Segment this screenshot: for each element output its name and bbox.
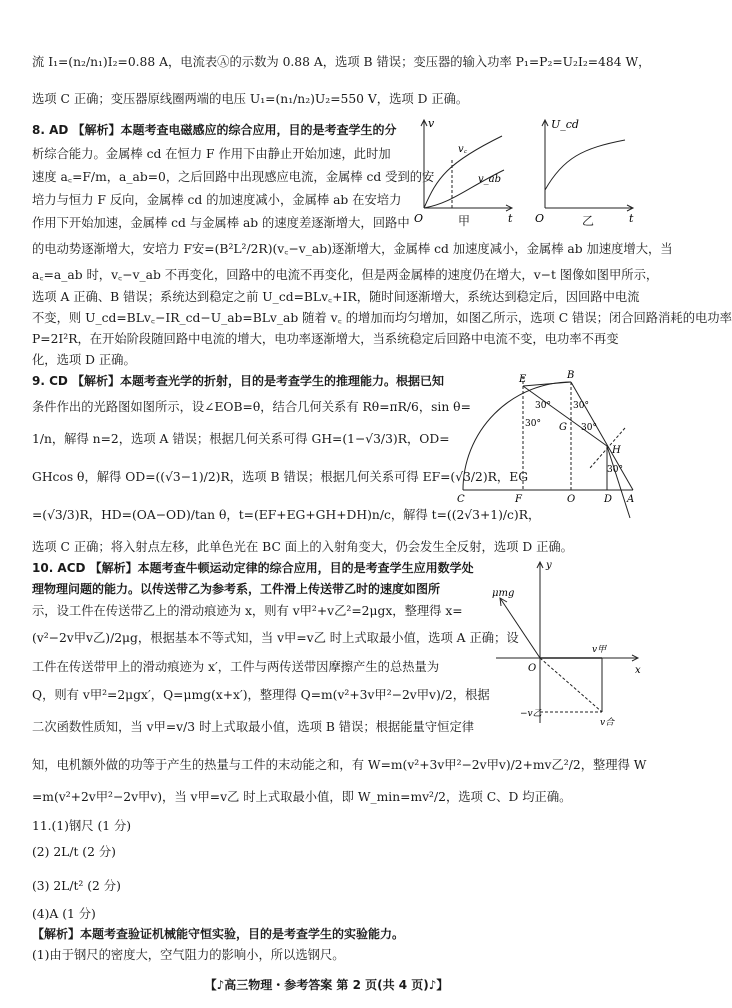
text-line: 析综合能力。金属棒 cd 在恒力 F 作用下由静止开始加速，此时加 xyxy=(32,147,391,161)
prism-angle-label: 30° xyxy=(573,401,589,411)
text-line: 10. ACD 【解析】本题考查牛顿运动定律的综合应用，目的是考查学生应用数学处 xyxy=(32,561,474,575)
text-line: 8. AD 【解析】本题考查电磁感应的综合应用，目的是考查学生的分 xyxy=(32,123,397,137)
text-line: 理物理问题的能力。以传送带乙为参考系，工件滑上传送带乙时的速度如图所 xyxy=(32,582,441,596)
fig-jia-origin: O xyxy=(414,212,424,225)
text-line: (2) 2L/t (2 分) xyxy=(32,845,116,859)
page-footer: 【♪高三物理・参考答案 第 2 页(共 4 页)♪】 xyxy=(204,978,449,992)
text-line: 条件作出的光路图如图所示，设∠EOB=θ，结合几何关系有 Rθ=πR/6，sin θ= xyxy=(32,400,471,414)
fig-jia-curve1: v꜀ xyxy=(458,144,468,155)
text-line: 工件在传送带甲上的滑动痕迹为 x′，工件与两传送带因摩擦产生的总热量为 xyxy=(32,660,440,674)
vec-label: −v乙 xyxy=(520,709,542,719)
vec-label: v合 xyxy=(600,718,615,728)
vec-label: x xyxy=(635,665,641,676)
prism-angle-label: 30° xyxy=(525,419,541,429)
fig-yi-ylabel: U_cd xyxy=(551,118,579,131)
text-line: =(√3/3)R，HD=(OA−OD)/tan θ，t=(EF+EG+GH+DH)n/c，解得 t=((2√3+1)/c)R， xyxy=(32,508,541,522)
text-line: (4)A (1 分) xyxy=(32,907,96,921)
vec-label: O xyxy=(528,663,537,674)
figure-velocity-vectors xyxy=(490,558,645,728)
prism-point-label: D xyxy=(604,494,613,505)
prism-point-label: F xyxy=(515,494,522,505)
fig-jia-xlabel: t xyxy=(508,212,513,225)
vec-label: μmg xyxy=(492,588,515,599)
text-line: 速度 a꜀=F/m，a_ab=0，之后回路中出现感应电流，金属棒 cd 受到的安 xyxy=(32,170,435,184)
vec-label: y xyxy=(546,560,552,571)
fig-jia-curve2: v_ab xyxy=(478,174,502,185)
text-line: 选项 C 正确；变压器原线圈两端的电压 U₁=(n₁/n₂)U₂=550 V，选项 D 正确。 xyxy=(32,92,469,106)
text-line: 知，电机额外做的功等于产生的热量与工件的末动能之和，有 W=m(v²+3v甲²−2v甲v)/2+mv乙²/2，整理得 W xyxy=(32,758,647,772)
figure-ucd-t-graph xyxy=(533,118,641,224)
fig-jia-caption: 甲 xyxy=(458,214,471,228)
prism-point-label: A xyxy=(627,494,635,505)
text-line: 9. CD 【解析】本题考查光学的折射，目的是考查学生的推理能力。根据已知 xyxy=(32,374,445,388)
prism-point-label: O xyxy=(567,494,576,505)
text-line: 流 I₁=(n₂/n₁)I₂=0.88 A，电流表Ⓐ的示数为 0.88 A，选项 B 错误；变压器的输入功率 P₁=P₂=U₂I₂=484 W， xyxy=(32,55,651,69)
prism-point-label: C xyxy=(457,494,465,505)
text-line: 11.(1)钢尺 (1 分) xyxy=(32,819,132,833)
text-line: 【解析】本题考查验证机械能守恒实验，目的是考查学生的实验能力。 xyxy=(32,927,405,941)
text-line: =m(v²+2v甲²−2v甲v)，当 v甲=v乙 时上式取最小值，即 W_min=mv²/2，选项 C、D 均正确。 xyxy=(32,790,572,804)
text-line: 培力与恒力 F 反向，金属棒 cd 的加速度减小，金属棒 ab 在安培力 xyxy=(32,193,402,207)
fig-yi-caption: 乙 xyxy=(582,214,595,228)
text-line: 选项 C 正确；将入射点左移，此单色光在 BC 面上的入射角变大，仍会发生全反射，选项 D 正确。 xyxy=(32,540,573,554)
text-line: 作用下开始加速，金属棒 cd 与金属棒 ab 的速度差逐渐增大，回路中 xyxy=(32,216,410,230)
text-line: Q，则有 v甲²=2μgx′，Q=μmg(x+x′)，整理得 Q=m(v²+3v甲²−2v甲v)/2，根据 xyxy=(32,688,490,702)
prism-point-label: B xyxy=(567,370,575,381)
prism-angle-label: 30° xyxy=(607,465,623,475)
prism-point-label: H xyxy=(612,445,621,456)
text-line: GHcos θ，解得 OD=((√3−1)/2)R，选项 B 错误；根据几何关系可得 EF=(√3/2)R，EG xyxy=(32,470,529,484)
text-line: P=2I²R，在开始阶段随回路中电流的增大，电功率逐渐增大，当系统稳定后回路中电流不变，电功率不再变 xyxy=(32,332,619,346)
text-line: 二次函数性质知，当 v甲=v/3 时上式取最小值，选项 B 错误；根据能量守恒定律 xyxy=(32,720,475,734)
text-line: a꜀=a_ab 时，v꜀−v_ab 不再变化，回路中的电流不再变化，但是两金属棒的速度仍在增大，v−t 图像如图甲所示， xyxy=(32,268,659,282)
vec-label: v甲 xyxy=(592,645,607,655)
text-line: 1/n，解得 n=2，选项 A 错误；根据几何关系可得 GH=(1−√3/3)R，OD= xyxy=(32,432,450,446)
prism-point-label: G xyxy=(559,422,567,433)
text-line: 化，选项 D 正确。 xyxy=(32,353,136,367)
fig-yi-origin: O xyxy=(535,212,545,225)
text-line: 的电动势逐渐增大，安培力 F安=(B²L²/2R)(v꜀−v_ab)逐渐增大，金属棒 cd 加速度减小，金属棒 ab 加速度增大，当 xyxy=(32,242,673,256)
prism-point-label: E xyxy=(519,374,527,385)
prism-angle-label: 30° xyxy=(535,401,551,411)
text-line: 不变，则 U_cd=BLv꜀−IR_cd−U_ab=BLv_ab 随着 v꜀ 的增加而均匀增加，如图乙所示，选项 C 错误；闭合回路消耗的电功率 xyxy=(32,311,732,325)
text-line: 选项 A 正确、B 错误；系统达到稳定之前 U_cd=BLv꜀+IR，随时间逐渐增大，系统达到稳定后，因回路中电流 xyxy=(32,290,640,304)
text-line: (1)由于钢尺的密度大，空气阻力的影响小，所以选钢尺。 xyxy=(32,948,345,962)
fig-jia-ylabel: v xyxy=(428,117,435,130)
fig-yi-xlabel: t xyxy=(629,212,634,225)
figure-v-t-graph xyxy=(412,118,520,224)
prism-angle-label: 30° xyxy=(581,423,597,433)
text-line: (v²−2v甲v乙)/2μg，根据基本不等式知，当 v甲=v乙 时上式取最小值，选项 A 正确；设 xyxy=(32,631,519,645)
figure-prism-ray-diagram xyxy=(455,368,650,518)
text-line: (3) 2L/t² (2 分) xyxy=(32,879,121,893)
text-line: 示，设工件在传送带乙上的滑动痕迹为 x，则有 v甲²+v乙²=2μgx，整理得 x= xyxy=(32,604,463,618)
